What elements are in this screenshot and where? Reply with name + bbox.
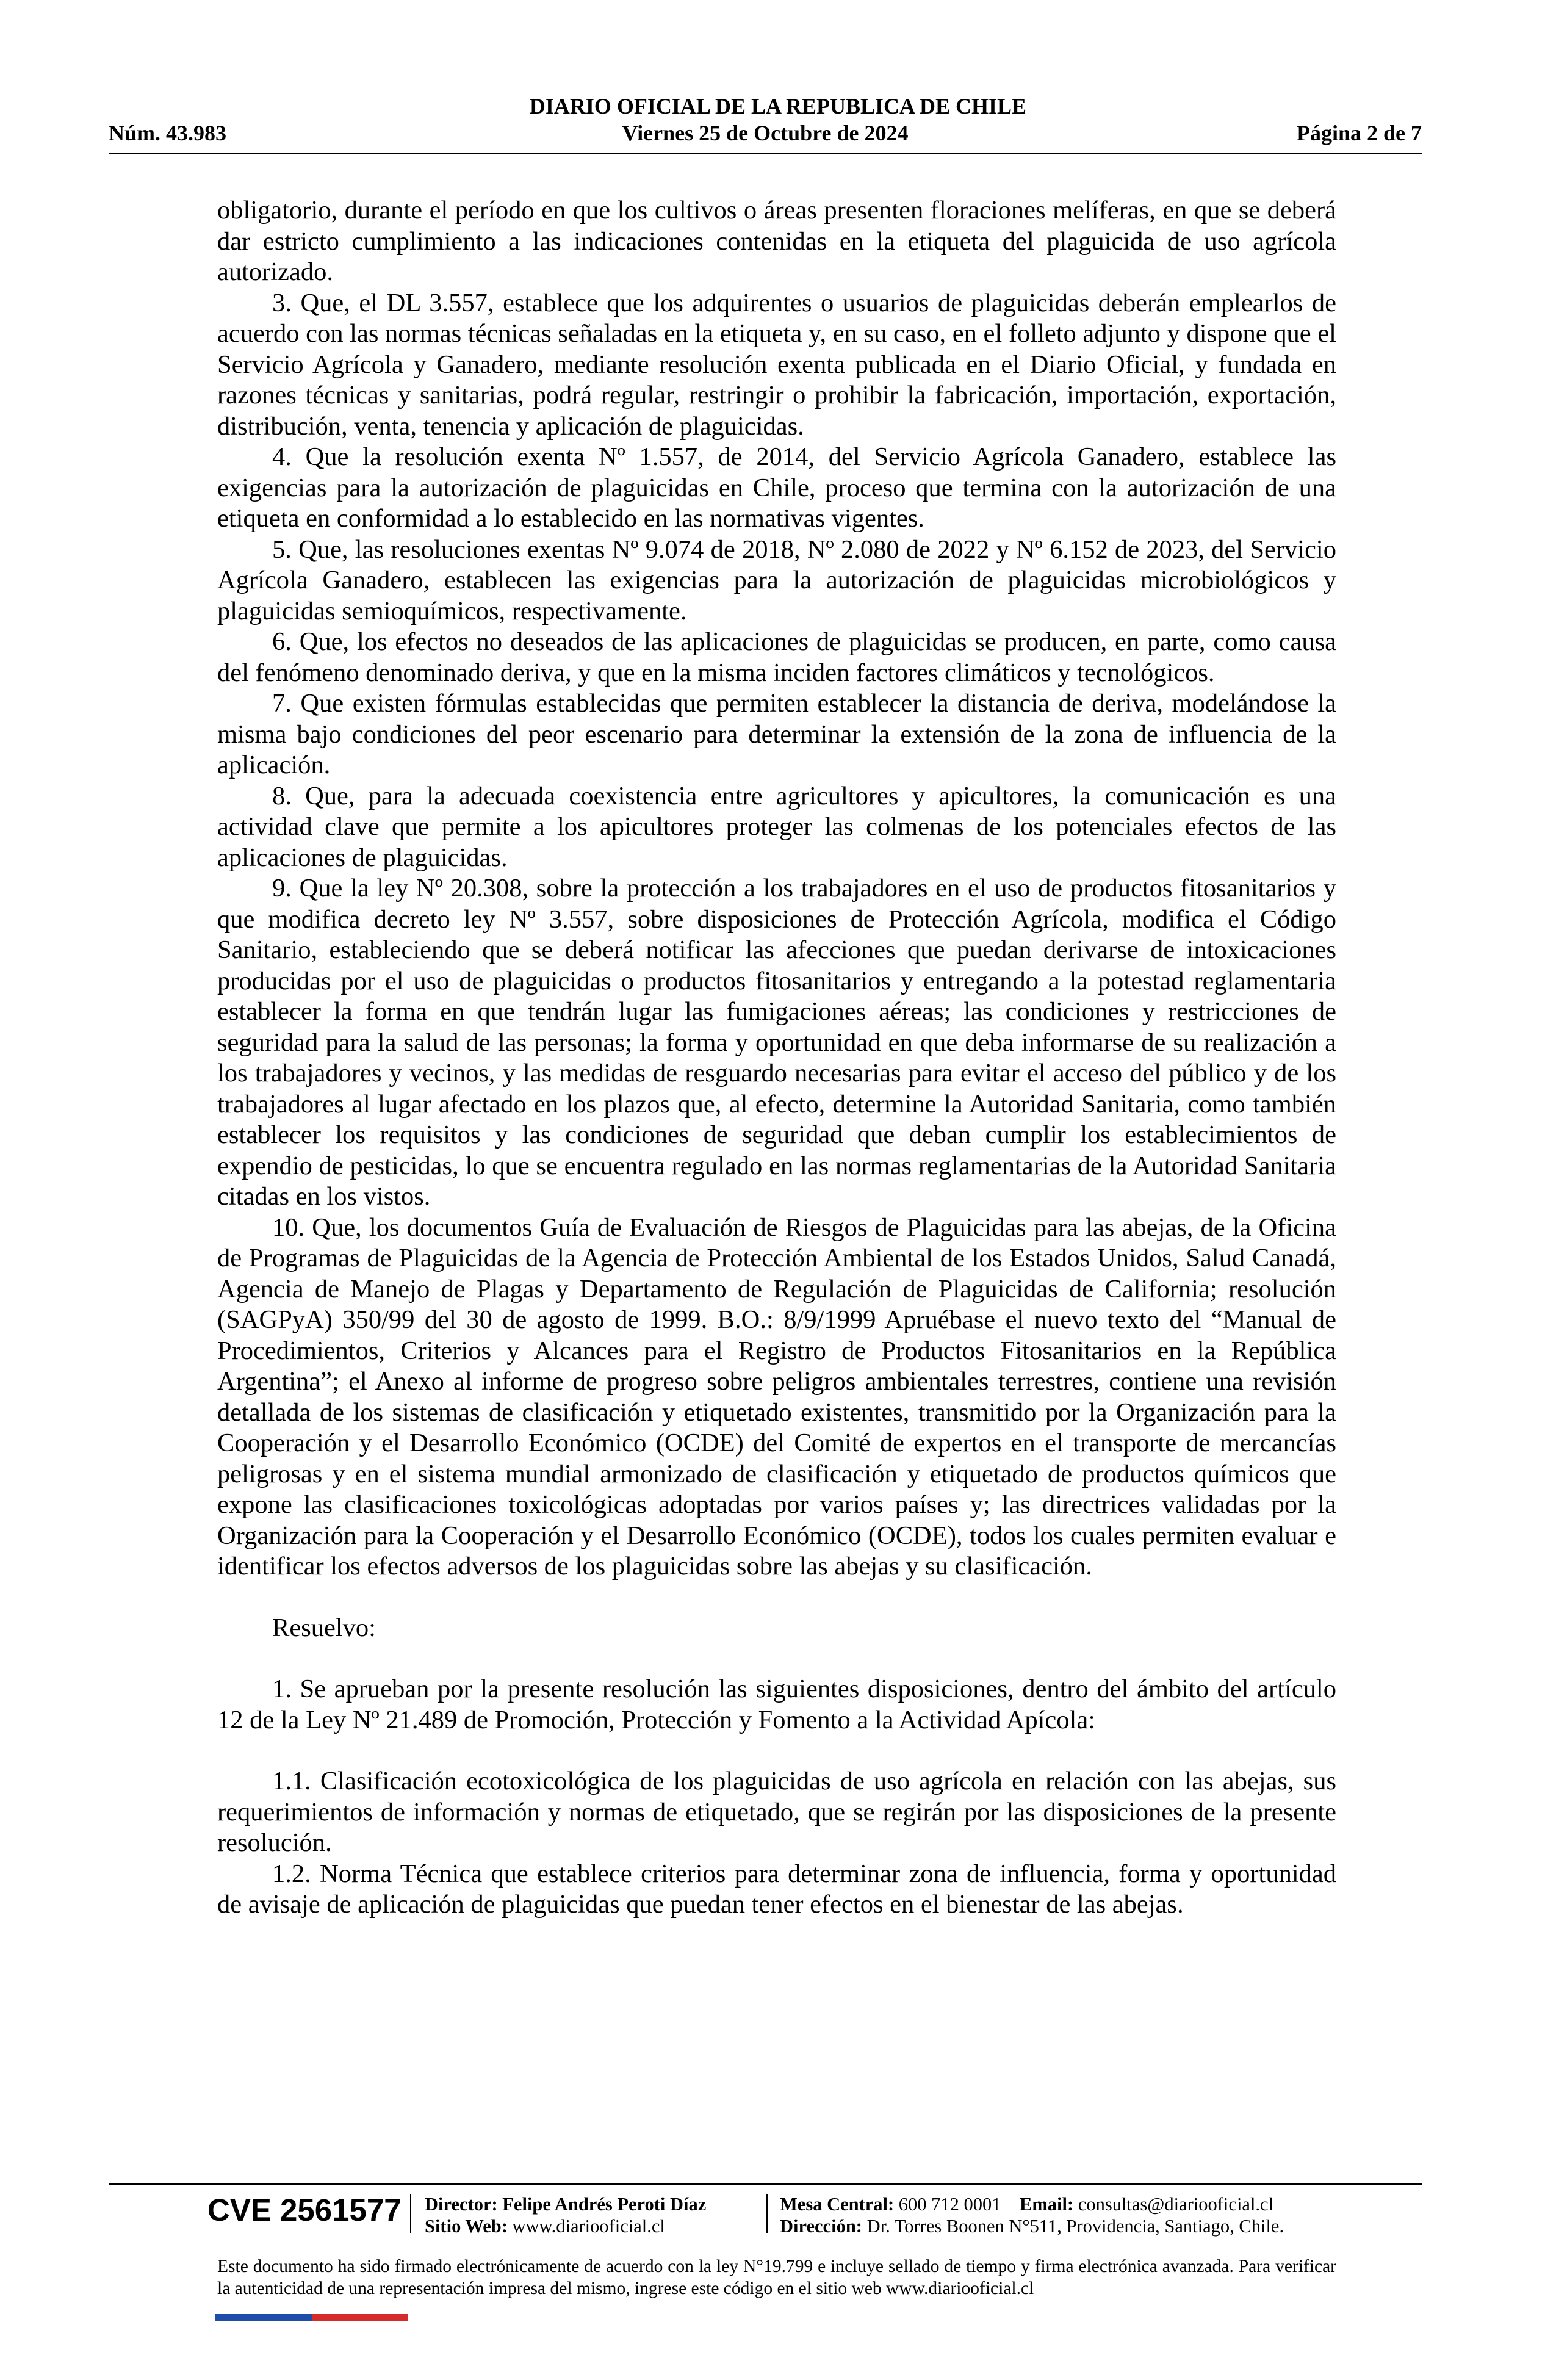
spacer bbox=[217, 1582, 1336, 1613]
phone-label: Mesa Central: bbox=[780, 2194, 895, 2215]
address-value: Dr. Torres Boonen N°511, Providencia, Santiago, Chile. bbox=[866, 2216, 1284, 2237]
header-row bbox=[109, 120, 1422, 148]
phone-value: 600 712 0001 bbox=[898, 2194, 1001, 2215]
flag-stripe-blue bbox=[215, 2314, 312, 2321]
paragraph-3: 3. Que, el DL 3.557, establece que los adquirentes o usuarios de plaguicidas deberán emplearlos de acuerdo con las normas técnicas señaladas en la etiqueta y, en su caso, en el folleto adjunto y dispone que el Servicio Agrícola y Ganadero, mediante resolución exenta publicada en el Diario Oficial, y fundada en razones técnicas y sanitarias, podrá regular, restringir o prohibir la fabricación, importación, exportación, distribución, venta, tenencia y aplicación de plaguicidas. bbox=[217, 288, 1336, 441]
authenticity-note: Este documento ha sido firmado electrónicamente de acuerdo con la ley N°19.799 e incluye sellado de tiempo y firma electrónica avanzada. Para verificar la autenticidad de una representación impresa del mismo, ingrese este código en el sitio web www.diariooficial.cl bbox=[217, 2257, 1336, 2298]
paragraph-continuation: obligatorio, durante el período en que los cultivos o áreas presenten floraciones melíferas, en que se deberá dar estricto cumplimiento a las indicaciones contenidas en la etiqueta del plaguicida de uso agrícola autorizado. bbox=[217, 196, 1336, 286]
paragraph-4: 4. Que la resolución exenta Nº 1.557, de 2014, del Servicio Agrícola Ganadero, establece las exigencias para la autorización de plaguicidas en Chile, proceso que termina con la autorización de una etiqueta en conformidad a lo establecido en las normativas vigentes. bbox=[217, 442, 1336, 533]
footer-director-block bbox=[425, 2193, 706, 2237]
publication-title: DIARIO OFICIAL DE LA REPUBLICA DE CHILE bbox=[529, 94, 1027, 118]
header-divider bbox=[109, 153, 1422, 154]
resolution-heading: Resuelvo: bbox=[272, 1613, 376, 1642]
director-name: Felipe Andrés Peroti Díaz bbox=[502, 2194, 707, 2215]
footer-separator bbox=[410, 2194, 411, 2233]
footer-divider bbox=[109, 2183, 1422, 2185]
site-label: Sitio Web: bbox=[425, 2216, 508, 2237]
resolution-item-1: 1. Se aprueban por la presente resolución las siguientes disposiciones, dentro del ámbito del artículo 12 de la Ley Nº 21.489 de Promoción, Protección y Fomento a la Actividad Apícola: bbox=[217, 1675, 1336, 1734]
paragraph-9: 9. Que la ley Nº 20.308, sobre la protección a los trabajadores en el uso de productos fitosanitarios y que modifica decreto ley Nº 3.557, sobre disposiciones de Protección Agrícola, modifica el Código Sanitario, estableciendo que se deberá notificar las afecciones que puedan derivarse de intoxicaciones producidas por el uso de plaguicidas o productos fitosanitarios y entregando a la potestad reglamentaria establecer la forma en que tendrán lugar las fumigaciones aéreas; las condiciones y restricciones de seguridad para la salud de las personas; la forma y oportunidad en que deba informarse de su realización a los trabajadores y vecinos, y las medidas de resguardo necesarias para evitar el acceso del público y de los trabajadores al lugar afectado en los plazos que, al efecto, determine la Autoridad Sanitaria, como también establecer los requisitos y las condiciones de seguridad que deban cumplir los establecimientos de expendio de pesticidas, lo que se encuentra regulado en las normas reglamentarias de la Autoridad Sanitaria citadas en los vistos. bbox=[217, 874, 1336, 1211]
site-link[interactable]: www.diariooficial.cl bbox=[512, 2216, 665, 2237]
page-indicator: Página 2 de 7 bbox=[1296, 121, 1422, 145]
spacer bbox=[217, 1643, 1336, 1674]
address-label: Dirección: bbox=[780, 2216, 862, 2237]
paragraph-7: 7. Que existen fórmulas establecidas que permiten establecer la distancia de deriva, modelándose la misma bajo condiciones del peor escenario para determinar la extensión de la zona de influencia de la aplicación. bbox=[217, 689, 1336, 779]
email-label: Email: bbox=[1020, 2194, 1074, 2215]
issue-number: Núm. 43.983 bbox=[109, 121, 227, 145]
director-label: Director: bbox=[425, 2194, 498, 2215]
paragraph-5: 5. Que, las resoluciones exentas Nº 9.074 de 2018, Nº 2.080 de 2022 y Nº 6.152 de 2023, del Servicio Agrícola Ganadero, establecen las exigencias para la autorización de plaguicidas microbiológicos y plaguicidas semioquímicos, respectivamente. bbox=[217, 535, 1336, 626]
paragraph-8: 8. Que, para la adecuada coexistencia entre agricultores y apicultores, la comunicación es una actividad clave que permite a los apicultores proteger las colmenas de los potenciales efectos de las aplicaciones de plaguicidas. bbox=[217, 781, 1336, 872]
document-body bbox=[217, 195, 1336, 1920]
issue-date: Viernes 25 de Octubre de 2024 bbox=[622, 121, 909, 145]
resolution-item-1-1: 1.1. Clasificación ecotoxicológica de los plaguicidas de uso agrícola en relación con las abejas, sus requerimientos de información y normas de etiquetado, que se regirán por las disposiciones de la presente resolución. bbox=[217, 1767, 1336, 1857]
paragraph-10: 10. Que, los documentos Guía de Evaluación de Riesgos de Plaguicidas para las abejas, de la Oficina de Programas de Plaguicidas de la Agencia de Protección Ambiental de los Estados Unidos, Salud Canadá, Agencia de Manejo de Plagas y Departamento de Regulación de Plaguicidas de California; resolución (SAGPyA) 350/99 del 30 de agosto de 1999. B.O.: 8/9/1999 Apruébase el nuevo texto del “Manual de Procedimientos, Criterios y Alcances para el Registro de Productos Fitosanitarios en la República Argentina”; el Anexo al informe de progreso sobre peligros ambientales terrestres, contiene una revisión detallada de los sistemas de clasificación y etiquetado existentes, transmitido por la Organización para la Cooperación y el Desarrollo Económico (OCDE) del Comité de expertos en el transporte de mercancías peligrosas y en el sistema mundial armonizado de clasificación y etiquetado de productos químicos que expone las clasificaciones toxicológicas adoptadas por varios países y; las directrices validadas por la Organización para la Cooperación y el Desarrollo Económico (OCDE), todos los cuales permiten evaluar e identificar los efectos adversos de los plaguicidas sobre las abejas y su clasificación. bbox=[217, 1213, 1336, 1581]
email-link[interactable]: consultas@diariooficial.cl bbox=[1078, 2194, 1274, 2215]
paragraph-6: 6. Que, los efectos no deseados de las aplicaciones de plaguicidas se producen, en parte, como causa del fenómeno denominado deriva, y que en la misma inciden factores climáticos y tecnológicos. bbox=[217, 627, 1336, 687]
cve-code: CVE 2561577 bbox=[207, 2193, 402, 2227]
footer-contact-block bbox=[780, 2193, 1284, 2237]
flag-stripe-red bbox=[312, 2314, 408, 2321]
footer-separator bbox=[766, 2194, 768, 2233]
resolution-item-1-2: 1.2. Norma Técnica que establece criterios para determinar zona de influencia, forma y oportunidad de avisaje de aplicación de plaguicidas que puedan tener efectos en el bienestar de las abejas. bbox=[217, 1859, 1336, 1919]
spacer bbox=[217, 1736, 1336, 1766]
